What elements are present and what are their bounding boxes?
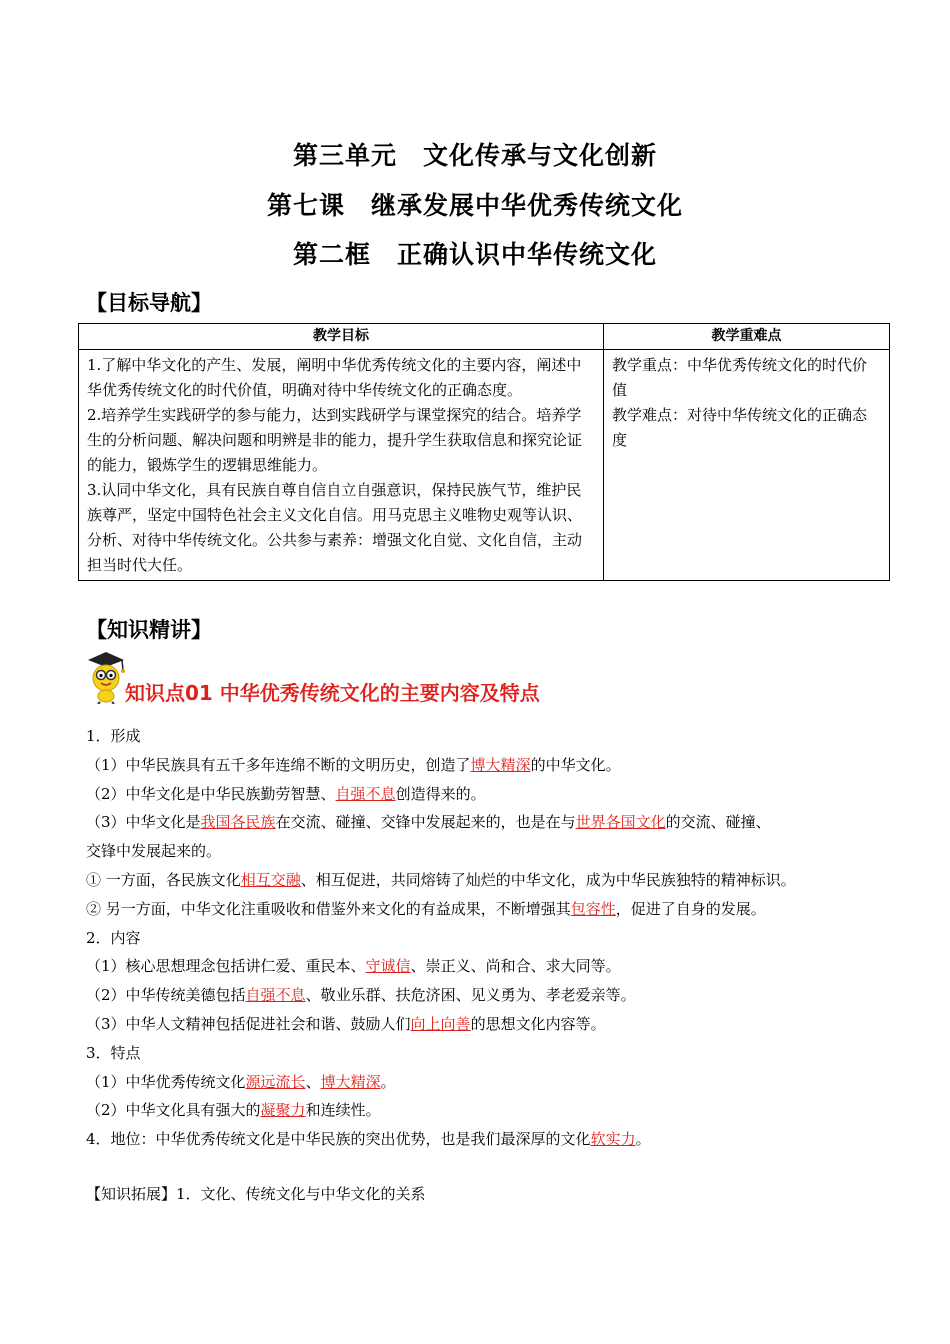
text: 。 — [635, 1130, 651, 1149]
section-formation: 1．形成 — [86, 727, 141, 745]
formation-sub-1 — [86, 866, 886, 895]
content-item-1 — [86, 952, 886, 981]
goals-table — [78, 323, 890, 581]
highlight-term: 向上向善 — [410, 1014, 471, 1033]
objective-item: 1.了解中华文化的产生、发展，阐明中华优秀传统文化的主要内容，阐述中华优秀传统文化的时代价值，明确对待中华传统文化的正确态度。 — [87, 356, 582, 399]
highlight-term: 相互交融 — [240, 870, 301, 889]
text: 、 — [305, 1072, 321, 1091]
scholar-mascot-icon — [84, 648, 128, 704]
objectives-header: 教学目标 — [79, 324, 604, 350]
text: 的思想文化内容等。 — [470, 1014, 606, 1033]
text: 的中华文化。 — [530, 755, 621, 774]
highlight-term: 源远流长 — [245, 1072, 306, 1091]
text: （2）中华传统美德包括 — [86, 986, 246, 1005]
unit-title: 第三单元 文化传承与文化创新 — [292, 141, 657, 170]
highlight-term: 自强不息 — [245, 986, 306, 1005]
text: （2）中华文化具有强大的 — [86, 1101, 261, 1120]
text: ② 另一方面，中华文化注重吸收和借鉴外来文化的有益成果，不断增强其 — [86, 899, 571, 918]
text: ① 一方面，各民族文化 — [86, 870, 241, 889]
formation-item-2 — [86, 780, 886, 809]
highlight-term: 我国各民族 — [200, 813, 276, 832]
text: 、崇正义、尚和合、求大同等。 — [410, 957, 621, 976]
text: 。 — [380, 1072, 396, 1091]
content-item-2 — [86, 981, 886, 1010]
key-point-item: 教学重点：中华优秀传统文化的时代价值 — [612, 356, 868, 399]
features-item-1 — [86, 1068, 886, 1097]
knowledge-heading: 【知识精讲】 — [86, 618, 212, 642]
formation-sub-2 — [86, 895, 886, 924]
key-points-cell — [604, 350, 890, 581]
lesson-title: 第七课 继承发展中华优秀传统文化 — [266, 191, 683, 220]
content-item-3 — [86, 1010, 886, 1039]
key-points-header: 教学重难点 — [604, 324, 890, 350]
text: 的交流、碰撞、 — [665, 813, 771, 832]
formation-item-3-cont: 交锋中发展起来的。 — [86, 842, 222, 861]
text: （3）中华人文精神包括促进社会和谐、鼓励人们 — [86, 1014, 411, 1033]
goals-heading: 【目标导航】 — [86, 291, 212, 315]
features-item-2 — [86, 1096, 886, 1125]
section-status — [86, 1125, 886, 1154]
formation-item-1 — [86, 751, 886, 780]
highlight-term: 凝聚力 — [260, 1101, 306, 1120]
objective-item: 2.培养学生实践研学的参与能力，达到实践研学与课堂探究的结合。培养学生的分析问题、解决问题和明辨是非的能力，提升学生获取信息和探究论证的能力，锻炼学生的逻辑思维能力。 — [87, 406, 583, 474]
knowledge-content — [86, 722, 886, 1154]
text: 4．地位：中华优秀传统文化是中华民族的突出优势，也是我们最深厚的文化 — [86, 1130, 591, 1149]
text: 、相互促进，共同熔铸了灿烂的中华文化，成为中华民族独特的精神标识。 — [300, 870, 796, 889]
objectives-cell — [79, 350, 604, 581]
text: 在交流、碰撞、交锋中发展起来的，也是在与 — [275, 813, 576, 832]
text: （3）中华文化是 — [86, 813, 201, 832]
highlight-term: 包容性 — [570, 899, 616, 918]
highlight-term: 守诚信 — [365, 957, 411, 976]
knowledge-extension: 【知识拓展】1．文化、传统文化与中华文化的关系 — [86, 1185, 426, 1203]
highlight-term: 自强不息 — [335, 784, 396, 803]
text: 创造得来的。 — [395, 784, 486, 803]
section-content: 2．内容 — [86, 928, 141, 947]
section-features: 3．特点 — [86, 1043, 141, 1062]
text: （1）中华民族具有五千多年连绵不断的文明历史，创造了 — [86, 755, 471, 774]
formation-item-3 — [86, 808, 886, 837]
highlight-term: 博大精深 — [320, 1072, 381, 1091]
highlight-term: 世界各国文化 — [575, 813, 666, 832]
knowledge-point-title: 知识点01 中华优秀传统文化的主要内容及特点 — [125, 681, 540, 705]
text: （2）中华文化是中华民族勤劳智慧、 — [86, 784, 336, 803]
frame-title: 第二框 正确认识中华传统文化 — [292, 240, 657, 269]
text: 、敬业乐群、扶危济困、见义勇为、孝老爱亲等。 — [305, 986, 636, 1005]
text: （1）中华优秀传统文化 — [86, 1072, 246, 1091]
text: 和连续性。 — [305, 1101, 381, 1120]
text: ，促进了自身的发展。 — [615, 899, 766, 918]
objective-item: 3.认同中华文化，具有民族自尊自信自立自强意识，保持民族气节，维护民族尊严，坚定中国特色社会主义文化自信。用马克思主义唯物史观等认识、分析、对待中华传统文化。公共参与素养：增强文化自觉、文化自信，主动担当时代大任。 — [87, 481, 583, 574]
text: （1）核心思想理念包括讲仁爱、重民本、 — [86, 957, 366, 976]
highlight-term: 软实力 — [590, 1130, 636, 1149]
highlight-term: 博大精深 — [470, 755, 531, 774]
key-point-item: 教学难点：对待中华传统文化的正确态度 — [612, 406, 868, 449]
